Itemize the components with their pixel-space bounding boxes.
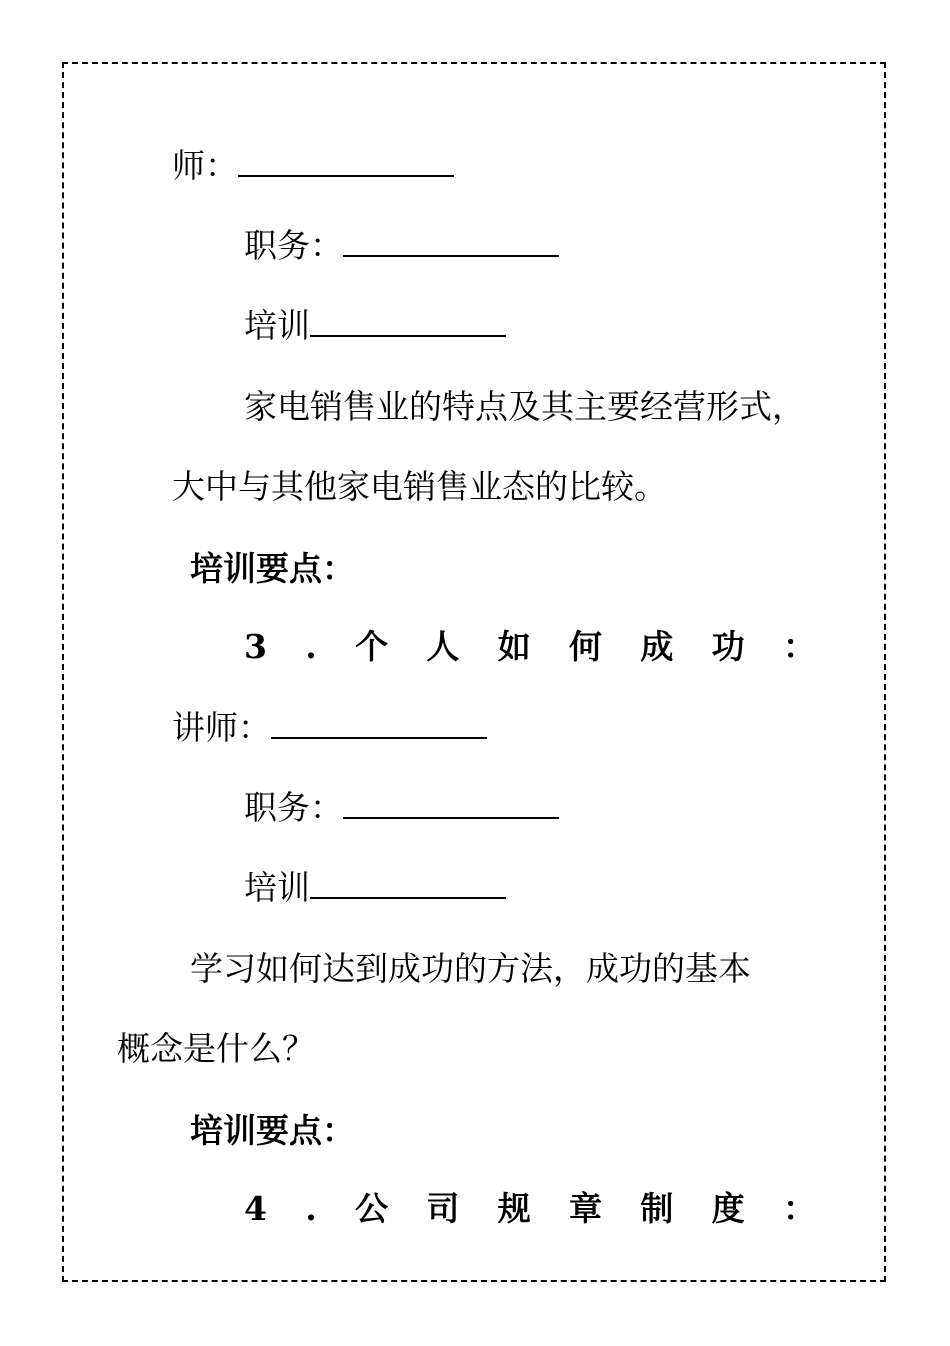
position-blank[interactable] <box>343 225 559 257</box>
heading-char: 成 <box>640 627 674 666</box>
lecturer-label: 师： <box>172 146 238 185</box>
heading-char: 3 <box>244 627 267 666</box>
position-label: 职务： <box>244 788 343 827</box>
training-field <box>244 305 506 346</box>
training-field <box>244 867 506 908</box>
position-field <box>244 787 559 828</box>
heading-char: . <box>305 627 317 666</box>
position-label: 职务： <box>244 226 343 265</box>
position-blank[interactable] <box>343 787 559 819</box>
section-4-heading <box>244 1189 816 1229</box>
heading-char: 司 <box>426 1189 460 1228</box>
heading-char: ： <box>782 1189 816 1228</box>
section-3-heading <box>244 627 816 667</box>
heading-char: ： <box>782 627 816 666</box>
training-label: 培训 <box>244 868 310 907</box>
training-blank[interactable] <box>310 305 506 337</box>
heading-char: 如 <box>497 627 531 666</box>
description-line-1: 家电销售业的特点及其主要经营形式， <box>244 387 805 426</box>
heading-char: 人 <box>426 627 460 666</box>
description-line-2: 概念是什么？ <box>117 1029 315 1068</box>
lecturer-blank[interactable] <box>238 145 454 177</box>
lecturer-blank[interactable] <box>271 707 487 739</box>
training-label: 培训 <box>244 306 310 345</box>
heading-char: . <box>305 1189 317 1228</box>
heading-char: 公 <box>355 1189 389 1228</box>
heading-char: 章 <box>569 1189 603 1228</box>
heading-char: 4 <box>244 1189 267 1228</box>
key-points-label: 培训要点： <box>190 549 355 588</box>
description-line-1: 学习如何达到成功的方法，成功的基本 <box>190 949 751 988</box>
training-blank[interactable] <box>310 867 506 899</box>
heading-char: 制 <box>640 1189 674 1228</box>
heading-char: 何 <box>569 627 603 666</box>
heading-char: 个 <box>355 627 389 666</box>
heading-char: 功 <box>711 627 745 666</box>
lecturer-label: 讲师： <box>172 708 271 747</box>
heading-char: 规 <box>497 1189 531 1228</box>
lecturer-field <box>172 707 487 748</box>
lecturer-field <box>172 145 454 186</box>
heading-char: 度 <box>711 1189 745 1228</box>
description-line-2: 大中与其他家电销售业态的比较。 <box>172 467 667 506</box>
key-points-label: 培训要点： <box>190 1111 355 1150</box>
position-field <box>244 225 559 266</box>
